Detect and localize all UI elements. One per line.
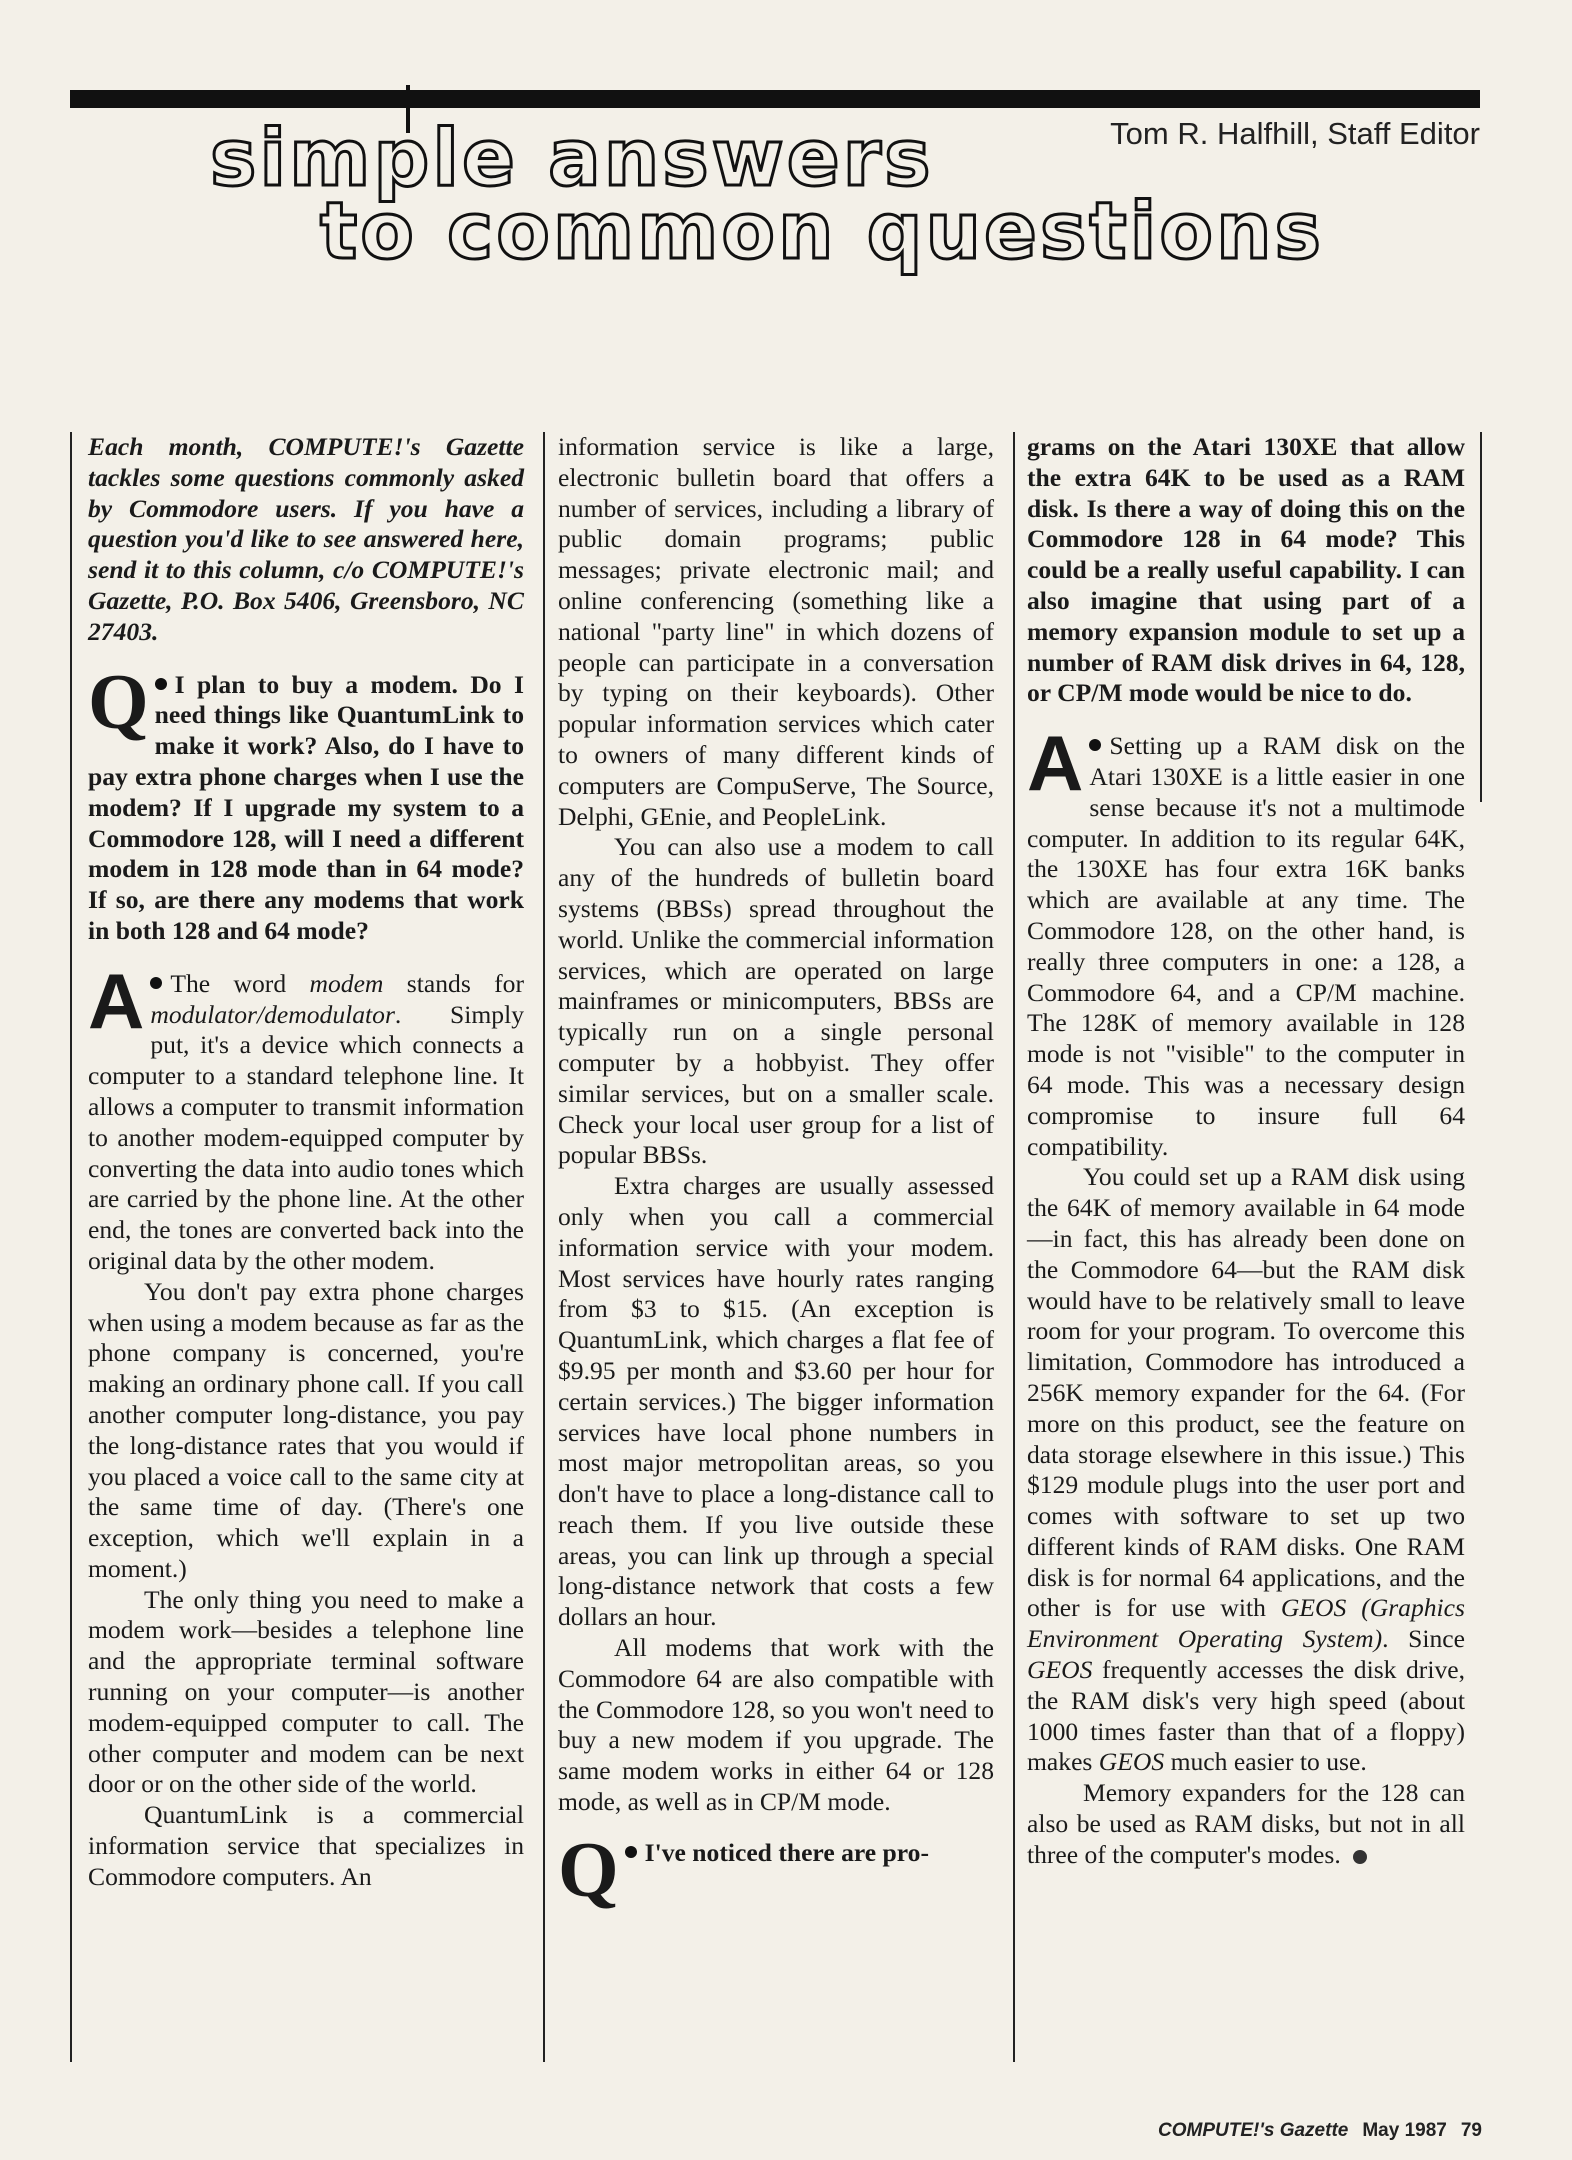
answer-1-paragraph-7: Extra charges are usually assessed only when you call a commercial information service with your modem. Most services have hourly rates ranging from $3 to $15. (An exception is QuantumLink, which charges a flat fee of $9.95 per month and $3.60 per hour for certain services.) The bigger information services have local phone numbers in most major metropolitan areas, so you don't have to place a long-distance call to reach them. If you live outside these areas, you can link up through a special long-distance network that costs a few dollars an hour. [558,1171,994,1632]
answer-1-text-rest: . Simply put, it's a device which connects a computer to a standard telephone line. It allows a computer to transmit information to another modem-equipped computer by converting the data into audio tones which are carried by the phone line. At the other end, the tones are converted back into the original data by the other modem. [88,999,524,1275]
answer-2-p2-end: much easier to use. [1164,1747,1367,1777]
answer-2 [1027,719,1465,1870]
column-1 [88,432,524,2062]
column-2 [558,432,994,2062]
answer-1-paragraph-8: All modems that work with the Commodore 64 are also compatible with the Commodore 128, so you won't need to buy a new modem if you upgrade. The same modem works in either 64 or 128 mode, as well as in CP/M mode. [558,1633,994,1817]
question-2-continued: grams on the Atari 130XE that allow the extra 64K to be used as a RAM disk. Is there a way of doing this on the Commodore 128 in 64 mode? This could be a really useful capability. I can also imagine that using part of a memory expansion module to set up a number of RAM disk drives in 64, 128, or CP/M mode would be nice to do. [1027,432,1465,708]
byline: Tom R. Halfhill, Staff Editor [1110,116,1480,151]
bullet-dot-icon [150,977,162,989]
question-2 [558,1825,994,1913]
bullet-dot-icon [625,1846,637,1858]
answer-1 [88,956,525,1893]
column-3 [1027,432,1465,2062]
answer-2-p3-text: Memory expanders for the 128 can also be used as RAM disks, but not in all three of the computer's modes. [1027,1778,1465,1869]
term-geos: GEOS [1027,1655,1093,1685]
term-geos-full: GEOS (Graphics Environment Operating System) [1027,1593,1465,1654]
page-footer [1144,2120,1482,2142]
term-modem: modem [309,968,384,998]
column-rule-middle-2 [1013,432,1015,2062]
question-1-text: I plan to buy a modem. Do I need things like QuantumLink to make it work? Also, do I have to pay extra phone charges when I use the modem? If I upgrade my system to a Commodore 128, will I need a different modem in 128 mode than in 64 mode? If so, are there any modems that work in both 128 and 64 mode? [88,669,524,945]
end-mark-icon [1353,1850,1367,1864]
answer-letter: A [88,956,145,1045]
footer-publication: COMPUTE!'s Gazette [1158,2120,1349,2141]
term-geos-2: GEOS [1098,1747,1165,1777]
answer-2-p2-start: You could set up a RAM disk using the 64K of memory available in 64 mode—in fact, this has already been done on the Commodore 64—but the RAM disk would have to be relatively small to leave room for your program. To overcome this limitation, Commodore has introduced a 256K memory expander for the 64. (For more on this product, see the feature on data storage elsewhere in this issue.) This $129 module plugs into the user port and comes with software to set up two different kinds of RAM disks. One RAM disk is for normal 64 applications, and the other is for use with [1027,1162,1465,1623]
answer-1-text-start: The word [170,968,310,998]
answer-2-paragraph-1 [1027,719,1465,1162]
answer-2-paragraph-3 [1027,1778,1465,1870]
answer-letter: A [1027,719,1084,808]
answer-1-paragraph-6: You can also use a modem to call any of the hundreds of bulletin board systems (BBSs) spread throughout the world. Unlike the commercial information services, which are operated on large mainframes or minicomputers, BBSs are typically run on a single personal computer by a hobbyist. They offer similar services, but on a smaller scale. Check your local user group for a list of popular BBSs. [558,832,994,1170]
column-rule-middle-1 [543,432,545,2062]
answer-2-paragraph-2 [1027,1162,1465,1778]
footer-page-number: 79 [1460,2120,1482,2141]
bullet-dot-icon [1089,739,1101,751]
answer-1-paragraph-3: The only thing you need to make a modem work—besides a telephone line and the appropriate terminal software running on your computer—is another modem-equipped computer to call. The other computer and modem can be next door or on the other side of the world. [88,1584,524,1799]
answer-2-p2-mid: . Since [1382,1624,1465,1654]
answer-2-p2-mid2: frequently accesses the disk drive, the RAM disk's very high speed (about 1000 times faster than that of a floppy) makes [1027,1655,1465,1777]
question-letter: Q [558,1825,619,1913]
answer-1-paragraph-1 [88,956,525,1277]
title-line-2: to common questions [320,187,1324,277]
answer-1-paragraph-2: You don't pay extra phone charges when using a modem because as far as the phone company is concerned, you're making an ordinary phone call. If you call another computer long-distance, you pay the long-distance rates that you would if you placed a voice call to the same city at the same time of day. (There's one exception, which we'll explain in a moment.) [88,1276,524,1583]
intro-paragraph: Each month, COMPUTE!'s Gazette tackles some questions commonly asked by Commodore users. If you have a question you'd like to see answered here, send it to this column, c/o COMPUTE!'s Gazette, P.O. Box 5406, Greensboro, NC 27403. [88,432,524,646]
title-line-1: simple answers [210,114,934,204]
question-letter: Q [88,657,149,745]
answer-1-paragraph-4: QuantumLink is a commercial information service that specializes in Commodore computers. An [88,1800,524,1891]
bullet-dot-icon [155,678,167,690]
column-rule-right [1480,432,1482,802]
footer-issue: May 1987 [1362,2120,1447,2141]
top-rule [70,90,1480,108]
question-1 [88,657,524,947]
answer-1-paragraph-5: information service is like a large, electronic bulletin board that offers a number of services, including a library of public domain programs; public messages; private electronic mail; and online conferencing (something like a national "party line" in which dozens of people can participate in a conversation by typing on their keyboards). Other popular information services which cater to owners of many different kinds of computers are CompuServe, The Source, Delphi, GEnie, and PeopleLink. [558,432,994,831]
question-2-text-start: I've noticed there are pro- [644,1837,929,1867]
column-rule-left [70,432,72,2062]
term-modulator: modulator/demodulator [150,999,395,1029]
answer-2-text: Setting up a RAM disk on the Atari 130XE is a little easier in one sense because it's not a multimode computer. In addition to its regular 64K, the 130XE has four extra 16K banks which are available at any time. The Commodore 128, on the other hand, is really three computers in one: a 128, a Commodore 64, and a CP/M machine. The 128K of memory available in 128 mode is not "visible" to the computer in 64 mode. This was a necessary design compromise to insure full 64 compatibility. [1027,731,1465,1161]
answer-1-text-mid: stands for [383,968,525,998]
